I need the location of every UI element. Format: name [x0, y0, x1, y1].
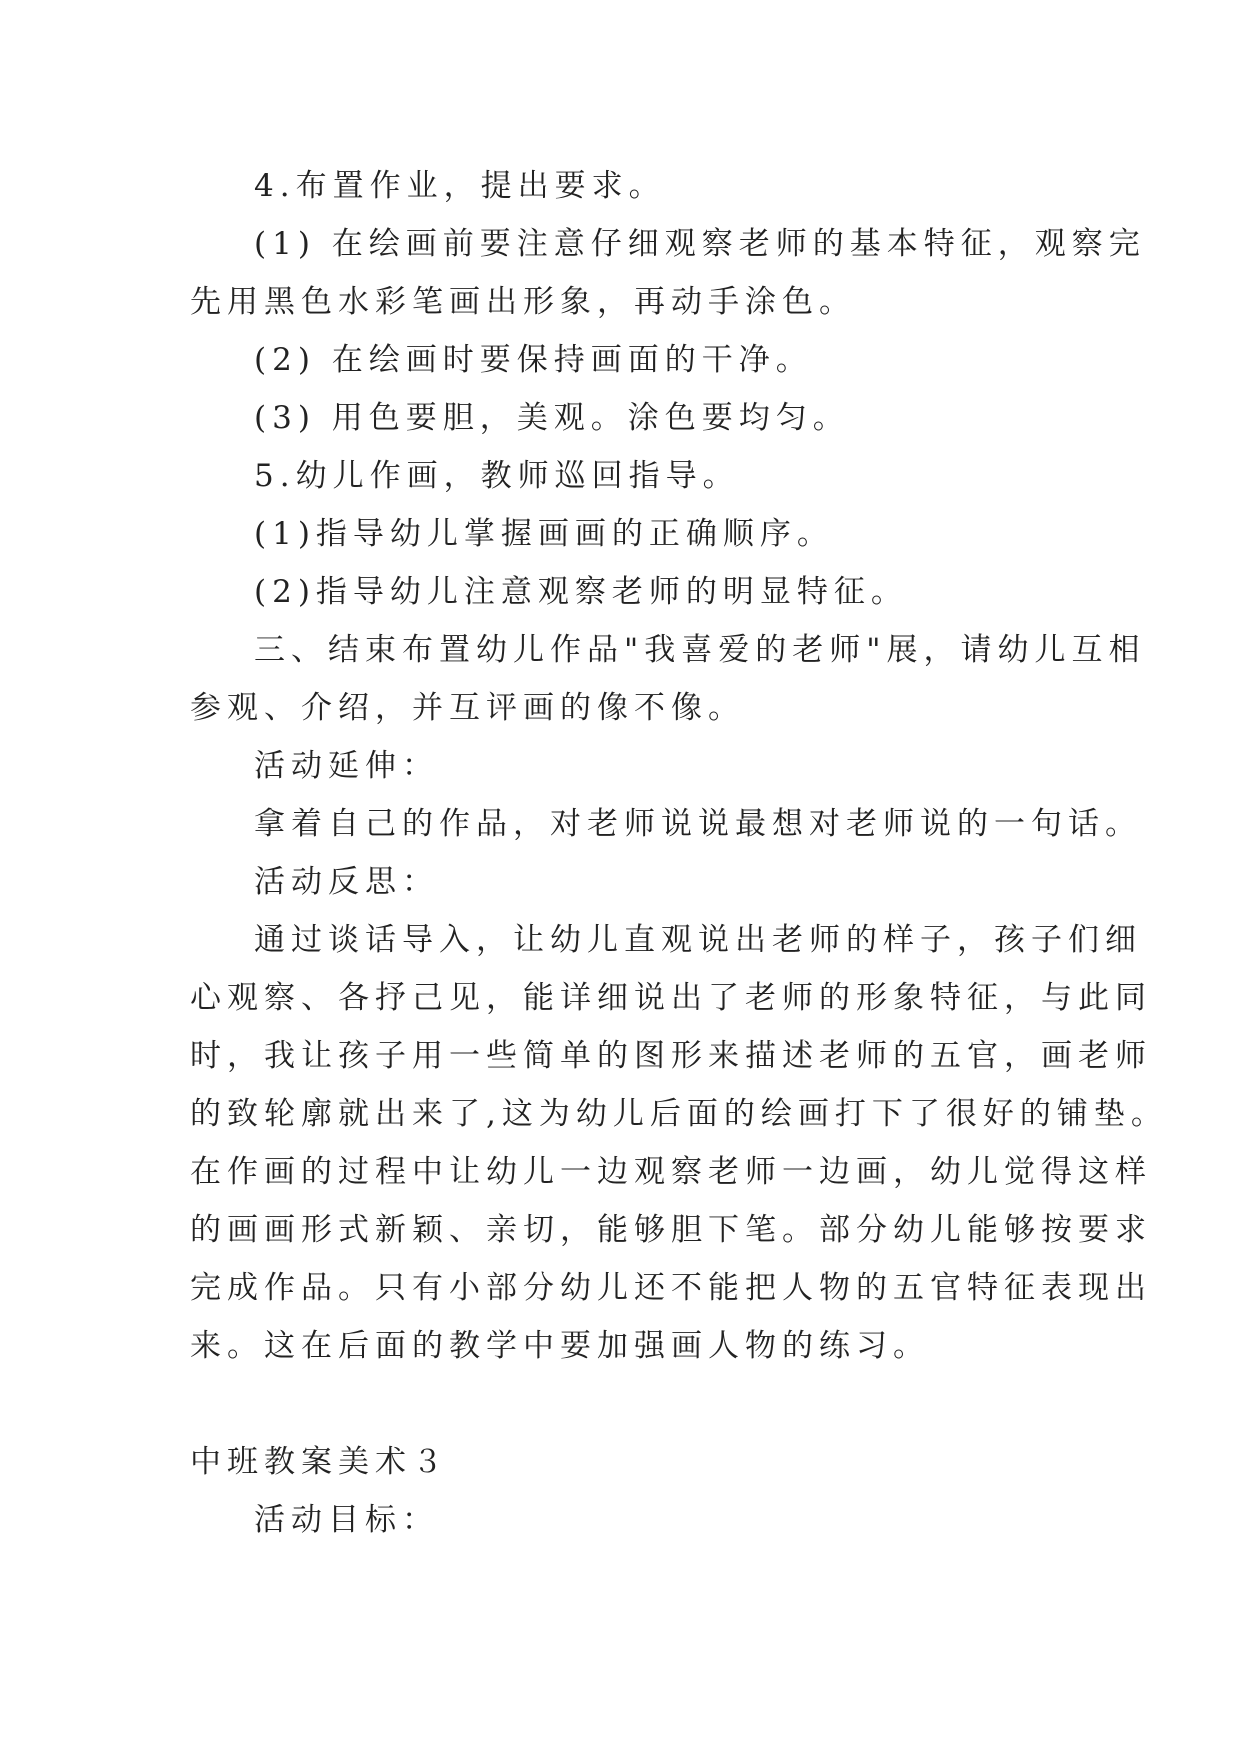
text-line: (1)指导幼儿掌握画画的正确顺序。	[254, 516, 834, 552]
text-line: 的画画形式新颖、亲切，能够胆下笔。部分幼儿能够按要求	[190, 1212, 1152, 1248]
text-line: (2)指导幼儿注意观察老师的明显特征。	[254, 574, 908, 610]
text-line: 5.幼儿作画，教师巡回指导。	[254, 458, 740, 494]
text-line: 通过谈话导入，让幼儿直观说出老师的样子，孩子们细	[254, 922, 1142, 958]
text-line: (1) 在绘画前要注意仔细观察老师的基本特征，观察完	[254, 226, 1146, 262]
text-line: 拿着自己的作品，对老师说说最想对老师说的一句话。	[254, 806, 1142, 842]
section-heading: 活动目标：	[254, 1502, 439, 1538]
text-line: 时，我让孩子用一些简单的图形来描述老师的五官，画老师	[190, 1038, 1152, 1074]
section-heading: 活动延伸：	[254, 748, 439, 784]
text-line: 参观、介绍，并互评画的像不像。	[190, 690, 745, 726]
text-line: 来。这在后面的教学中要加强画人物的练习。	[190, 1328, 930, 1364]
text-line: 心观察、各抒己见，能详细说出了老师的形象特征，与此同	[190, 980, 1152, 1016]
text-line: (2) 在绘画时要保持画面的干净。	[254, 342, 813, 378]
text-line: 的致轮廓就出来了,这为幼儿后面的绘画打下了很好的铺垫。	[190, 1096, 1168, 1132]
text-line: 先用黑色水彩笔画出形象，再动手涂色。	[190, 284, 856, 320]
section-heading: 活动反思：	[254, 864, 439, 900]
text-line: 三、结束布置幼儿作品"我喜爱的老师"展，请幼儿互相	[254, 632, 1146, 668]
text-line: 在作画的过程中让幼儿一边观察老师一边画，幼儿觉得这样	[190, 1154, 1152, 1190]
text-line: (3) 用色要胆，美观。涂色要均匀。	[254, 400, 850, 436]
text-line: 完成作品。只有小部分幼儿还不能把人物的五官特征表现出	[190, 1270, 1152, 1306]
text-line: 4.布置作业，提出要求。	[254, 168, 666, 204]
document-title: 中班教案美术３	[190, 1444, 449, 1480]
